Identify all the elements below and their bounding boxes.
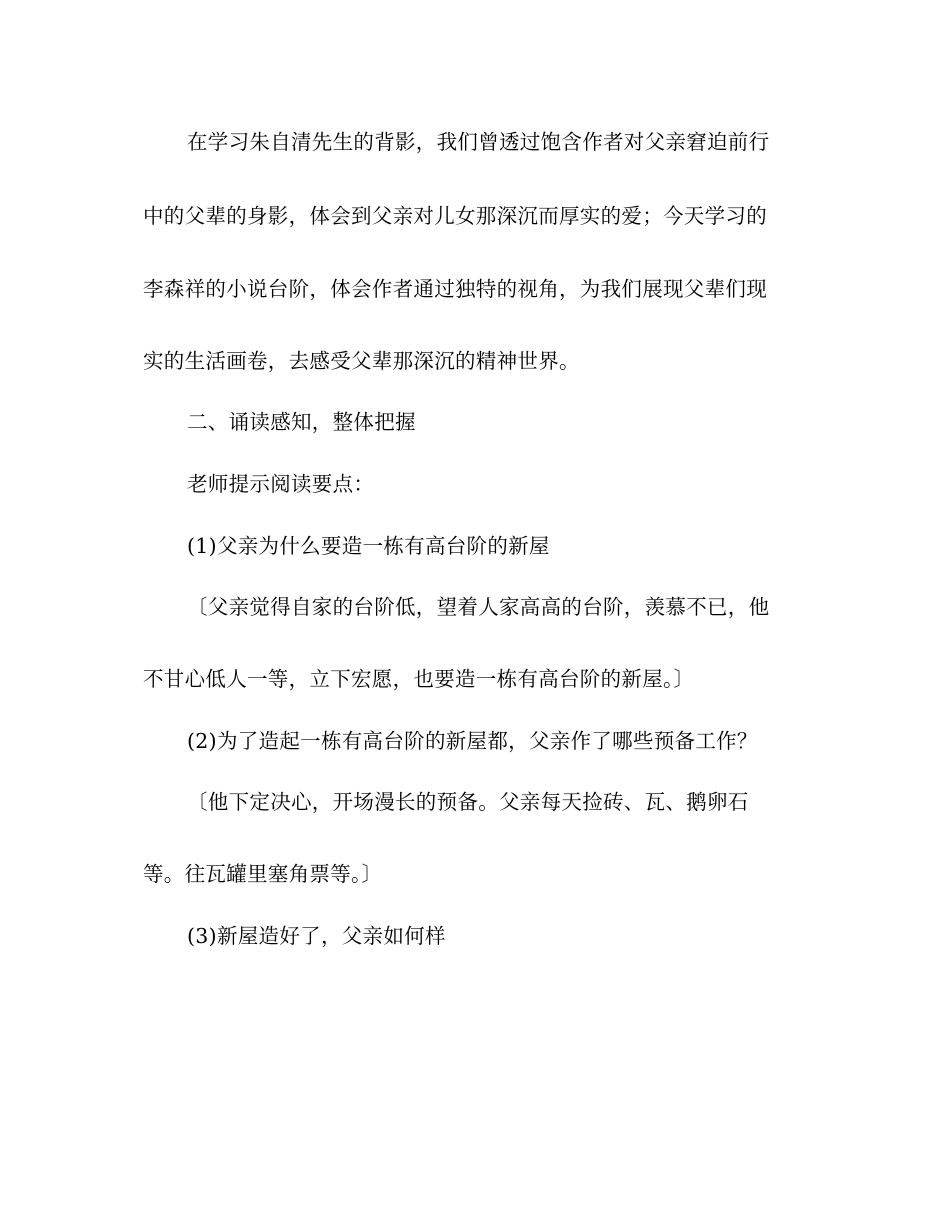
intro-line-2: 中的父辈的身影，体会到父亲对儿女那深沉而厚实的爱；今天学习的 <box>143 204 767 228</box>
question-2: (2)为了造起一栋有高台阶的新屋都，父亲作了哪些预备工作？ <box>187 729 758 753</box>
question-3: (3)新屋造好了，父亲如何样 <box>187 924 446 948</box>
answer-1-line-1: 〔父亲觉得自家的台阶低，望着人家高高的台阶，羡慕不已，他 <box>187 595 770 619</box>
intro-line-4: 实的生活画卷，去感受父辈那深沉的精神世界。 <box>143 349 580 373</box>
question-1: (1)父亲为什么要造一栋有高台阶的新屋 <box>187 534 550 558</box>
section-heading: 二、诵读感知，整体把握 <box>187 410 416 434</box>
teacher-tip: 老师提示阅读要点： <box>187 472 375 496</box>
answer-2-line-1: 〔他下定决心，开场漫长的预备。父亲每天捡砖、瓦、鹅卵石 <box>187 790 749 814</box>
answer-1-line-2: 不甘心低人一等，立下宏愿，也要造一栋有高台阶的新屋。〕 <box>143 667 695 691</box>
answer-2-line-2: 等。往瓦罐里塞角票等。〕 <box>143 862 383 886</box>
intro-line-1: 在学习朱自清先生的背影，我们曾透过饱含作者对父亲窘迫前行 <box>187 130 770 154</box>
intro-line-3: 李森祥的小说台阶，体会作者通过独特的视角，为我们展现父辈们现 <box>143 277 767 301</box>
